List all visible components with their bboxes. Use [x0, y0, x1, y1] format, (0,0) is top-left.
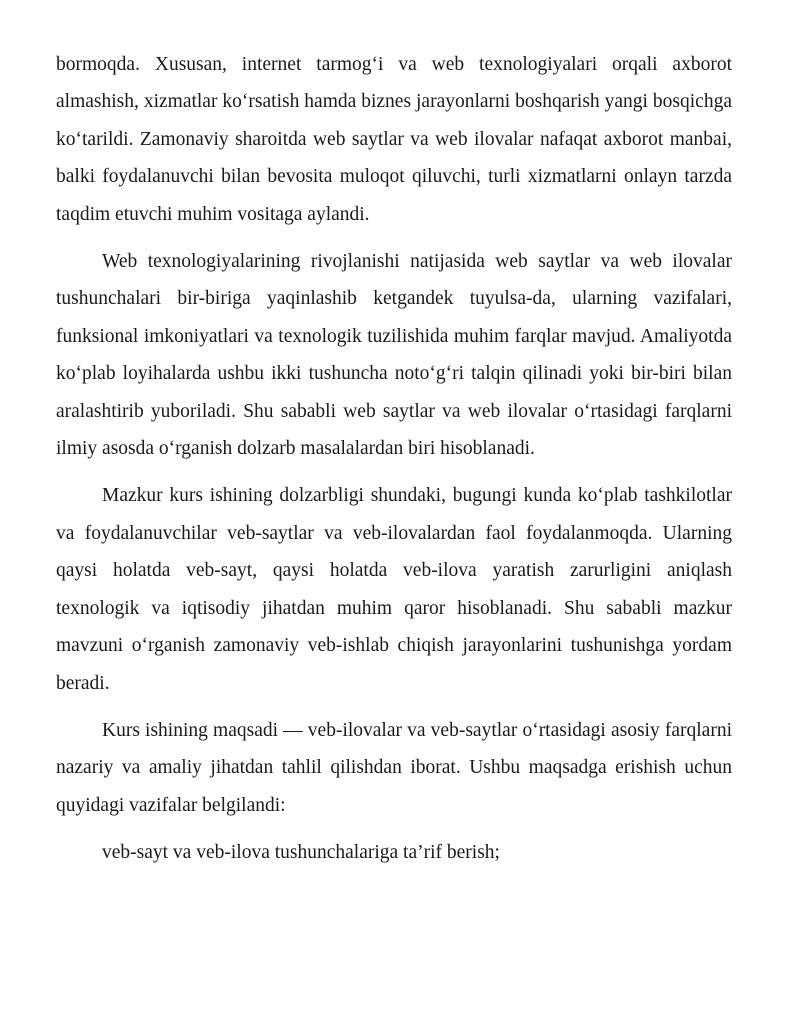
document-page	[56, 46, 732, 872]
paragraph-relevance: Mazkur kurs ishining dolzarbligi shundaki, bugungi kunda ko‘plab tashkilotlar va foydalanuvchilar veb-saytlar va veb-ilovalardan faol foydalanmoqda. Ularning qaysi holatda veb-sayt, qaysi holatda veb-ilova yaratish zarurligini aniqlash texnologik va iqtisodiy jihatdan muhim qaror hisoblanadi. Shu sababli mazkur mavzuni o‘rganish zamonaviy veb-ishlab chiqish jarayonlarini tushunishga yordam beradi.	[56, 485, 732, 694]
paragraph-intro-continuation: bormoqda. Xususan, internet tarmog‘i va web texnologiyalari orqali axborot almashish, xizmatlar ko‘rsatish hamda biznes jarayonlarni boshqarish yangi bosqichga ko‘tarildi. Zamonaviy sharoitda web saytlar va web ilovalar nafaqat axborot manbai, balki foydalanuvchi bilan bevosita muloqot qiluvchi, turli xizmatlarni onlayn tarzda taqdim etuvchi muhim vositaga aylandi.	[56, 54, 732, 225]
paragraph-web-technologies: Web texnologiyalarining rivojlanishi natijasida web saytlar va web ilovalar tushunchalari bir-biriga yaqinlashib ketgandek tuyulsa-da, ularning vazifalari, funksional imkoniyatlari va texnologik tuzilishida muhim farqlar mavjud. Amaliyotda ko‘plab loyihalarda ushbu ikki tushuncha noto‘g‘ri talqin qilinadi yoki bir-biri bilan aralashtirib yuboriladi. Shu sababli web saytlar va web ilovalar o‘rtasidagi farqlarni ilmiy asosda o‘rganish dolzarb masalalardan biri hisoblanadi.	[56, 251, 732, 460]
task-item: veb-sayt va veb-ilova tushunchalariga ta’rif berish;	[102, 842, 500, 864]
paragraph-goal: Kurs ishining maqsadi — veb-ilovalar va veb-saytlar o‘rtasidagi asosiy farqlarni nazariy va amaliy jihatdan tahlil qilishdan iborat. Ushbu maqsadga erishish uchun quyidagi vazifalar belgilandi:	[56, 719, 732, 816]
